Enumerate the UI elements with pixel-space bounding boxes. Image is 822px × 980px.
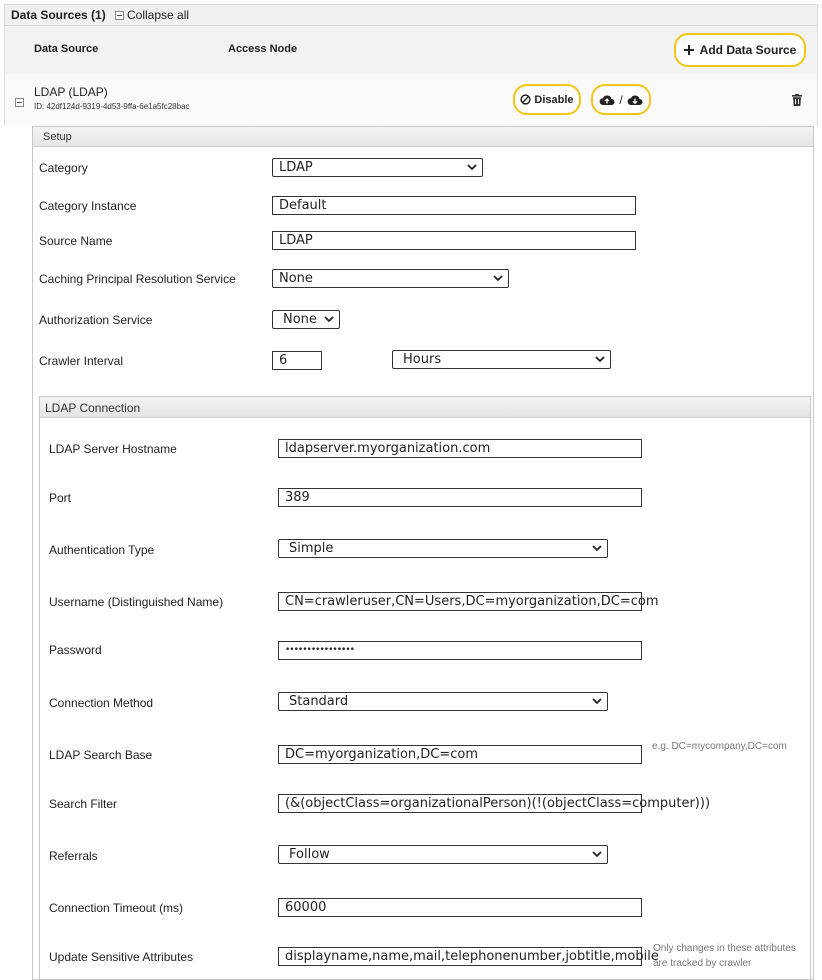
port-input[interactable]: 389 xyxy=(278,488,642,507)
connection-method-value: Standard xyxy=(289,694,349,709)
setup-panel-header xyxy=(33,127,813,147)
caching-service-select[interactable] xyxy=(272,269,509,288)
ldap-connection-panel xyxy=(39,396,811,980)
sensitive-attrs-input[interactable]: displayname,name,mail,telephonenumber,jobtitle,mobile xyxy=(278,947,642,966)
plus-icon xyxy=(684,45,694,55)
chevron-down-icon xyxy=(324,314,334,324)
username-input[interactable]: CN=crawleruser,CN=Users,DC=myorganization,DC=com xyxy=(278,592,642,611)
crawler-interval-input[interactable]: 6 xyxy=(272,351,322,370)
search-filter-label: Search Filter xyxy=(49,797,118,811)
authorization-service-value: None xyxy=(283,312,317,327)
referrals-value: Follow xyxy=(289,847,330,862)
caching-service-label: Caching Principal Resolution Service xyxy=(39,272,236,286)
chevron-down-icon xyxy=(592,696,602,706)
port-label: Port xyxy=(49,491,72,505)
connection-method-label: Connection Method xyxy=(49,696,154,710)
cloud-download-icon xyxy=(627,94,643,106)
upload-download-separator: / xyxy=(619,92,623,107)
search-base-input[interactable]: DC=myorganization,DC=com xyxy=(278,745,642,764)
authorization-service-select[interactable] xyxy=(272,310,340,329)
sensitive-attrs-hint-line2: are tracked by crawler xyxy=(653,958,752,969)
source-name-label: Source Name xyxy=(39,234,113,248)
setup-panel-title: Setup xyxy=(43,131,72,143)
category-label: Category xyxy=(39,161,88,175)
data-sources-header xyxy=(4,4,818,26)
cloud-upload-icon xyxy=(599,94,615,106)
password-label: Password xyxy=(49,643,102,657)
chevron-down-icon xyxy=(467,162,477,172)
trash-icon[interactable] xyxy=(792,94,802,106)
ldap-connection-title: LDAP Connection xyxy=(45,401,141,415)
auth-type-select[interactable] xyxy=(278,539,608,558)
category-instance-input[interactable]: Default xyxy=(272,196,636,215)
collapse-all-label: Collapse all xyxy=(127,8,190,22)
timeout-label: Connection Timeout (ms) xyxy=(49,901,184,915)
referrals-select[interactable] xyxy=(278,845,608,864)
data-sources-title: Data Sources (1) xyxy=(11,8,106,22)
source-name-input[interactable]: LDAP xyxy=(272,231,636,250)
referrals-label: Referrals xyxy=(49,849,98,863)
disable-label: Disable xyxy=(534,93,574,106)
collapse-all-button[interactable] xyxy=(115,8,189,22)
ldap-hostname-label: LDAP Server Hostname xyxy=(49,442,177,456)
data-source-row xyxy=(4,74,818,126)
collapse-row-icon[interactable] xyxy=(15,98,24,107)
add-data-source-label: Add Data Source xyxy=(699,43,797,57)
category-instance-label: Category Instance xyxy=(39,199,137,213)
crawler-interval-unit-select[interactable] xyxy=(392,350,611,369)
column-access-node: Access Node xyxy=(228,43,298,55)
password-input[interactable]: •••••••••••••••• xyxy=(278,641,642,660)
search-base-hint: e.g. DC=mycompany,DC=com xyxy=(652,741,787,752)
chevron-down-icon xyxy=(595,354,605,364)
column-header xyxy=(4,26,818,74)
crawler-interval-unit-value: Hours xyxy=(403,352,442,367)
minus-box-icon xyxy=(115,11,124,20)
sensitive-attrs-label: Update Sensitive Attributes xyxy=(49,950,194,964)
authorization-service-label: Authorization Service xyxy=(39,313,153,327)
search-base-label: LDAP Search Base xyxy=(49,748,153,762)
timeout-input[interactable]: 60000 xyxy=(278,898,642,917)
upload-download-button[interactable] xyxy=(591,84,651,115)
sensitive-attrs-hint-line1: Only changes in these attributes xyxy=(653,943,796,954)
category-value: LDAP xyxy=(279,160,313,175)
auth-type-value: Simple xyxy=(289,541,334,556)
add-data-source-button[interactable] xyxy=(674,33,806,67)
chevron-down-icon xyxy=(493,273,503,283)
chevron-down-icon xyxy=(592,849,602,859)
auth-type-label: Authentication Type xyxy=(49,543,155,557)
column-data-source: Data Source xyxy=(34,43,99,55)
search-filter-input[interactable]: (&(objectClass=organizationalPerson)(!(objectClass=computer))) xyxy=(278,794,642,813)
ban-icon xyxy=(520,94,531,105)
chevron-down-icon xyxy=(592,543,602,553)
category-select[interactable] xyxy=(272,158,483,177)
connection-method-select[interactable] xyxy=(278,692,608,711)
crawler-interval-label: Crawler Interval xyxy=(39,354,124,368)
disable-button[interactable] xyxy=(513,84,581,115)
ldap-hostname-input[interactable]: ldapserver.myorganization.com xyxy=(278,439,642,458)
data-source-name: LDAP (LDAP) xyxy=(34,85,108,99)
data-source-id: ID: 42df124d-9319-4d53-9ffa-6e1a5fc28bac xyxy=(34,102,190,111)
caching-service-value: None xyxy=(279,271,313,286)
username-label: Username (Distinguished Name) xyxy=(49,595,224,609)
ldap-connection-header xyxy=(40,397,810,418)
